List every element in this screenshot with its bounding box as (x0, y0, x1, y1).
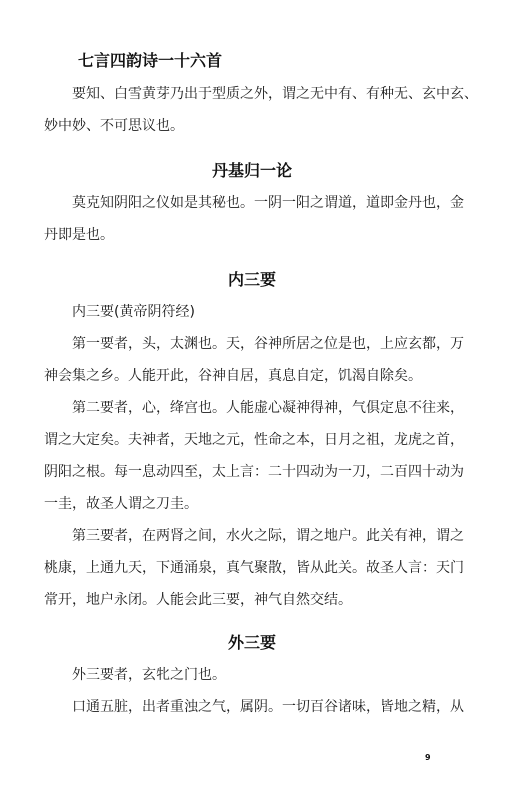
paragraph-line: 第三要者，在两肾之间，水火之际，谓之地户。此关有神，谓之 (72, 528, 464, 544)
paragraph-line: 阴阳之根。每一息动四至，太上言：二十四动为一刀，二百四十动为 (44, 464, 464, 480)
section-title-danji: 丹基归一论 (212, 161, 293, 180)
paragraph-line: 外三要者，玄牝之门也。 (72, 667, 226, 683)
paragraph-line: 莫克知阴阳之仪如是其秘也。一阴一阳之谓道，道即金丹也，金 (72, 195, 464, 211)
section-title-poems: 七言四韵诗一十六首 (78, 51, 223, 70)
paragraph-line: 常开，地户永闭。人能会此三要，神气自然交结。 (44, 592, 352, 608)
paragraph-line: 谓之大定矣。夫神者，天地之元，性命之本，日月之祖，龙虎之首， (44, 432, 464, 448)
paragraph-line: 一圭，故圣人谓之刀圭。 (44, 496, 198, 512)
paragraph-line: 第一要者，头，太渊也。天，谷神所居之位是也，上应玄都，万 (72, 336, 464, 352)
section-title-inner-three: 内三要 (228, 270, 277, 289)
paragraph-line: 第二要者，心，绛宫也。人能虚心凝神得神，气俱定息不往来， (72, 400, 464, 416)
section-title-outer-three: 外三要 (228, 633, 277, 652)
paragraph-line: 妙中妙、不可思议也。 (44, 118, 184, 134)
paragraph-line: 内三要(黄帝阴符经) (72, 304, 195, 320)
paragraph-line: 神会集之乡。人能开此，谷神自居，真息自定，饥渴自除矣。 (44, 368, 422, 384)
paragraph-line: 要知、白雪黄芽乃出于型质之外，谓之无中有、有种无、玄中玄、 (72, 86, 478, 102)
paragraph-line: 丹即是也。 (44, 227, 114, 243)
paragraph-line: 口通五脏，出者重浊之气，属阴。一切百谷诸味，皆地之精，从 (72, 699, 464, 715)
page-number: 9 (425, 753, 431, 762)
paragraph-line: 桃康，上通九天，下通涌泉，真气聚散，皆从此关。故圣人言：天门 (44, 560, 464, 576)
